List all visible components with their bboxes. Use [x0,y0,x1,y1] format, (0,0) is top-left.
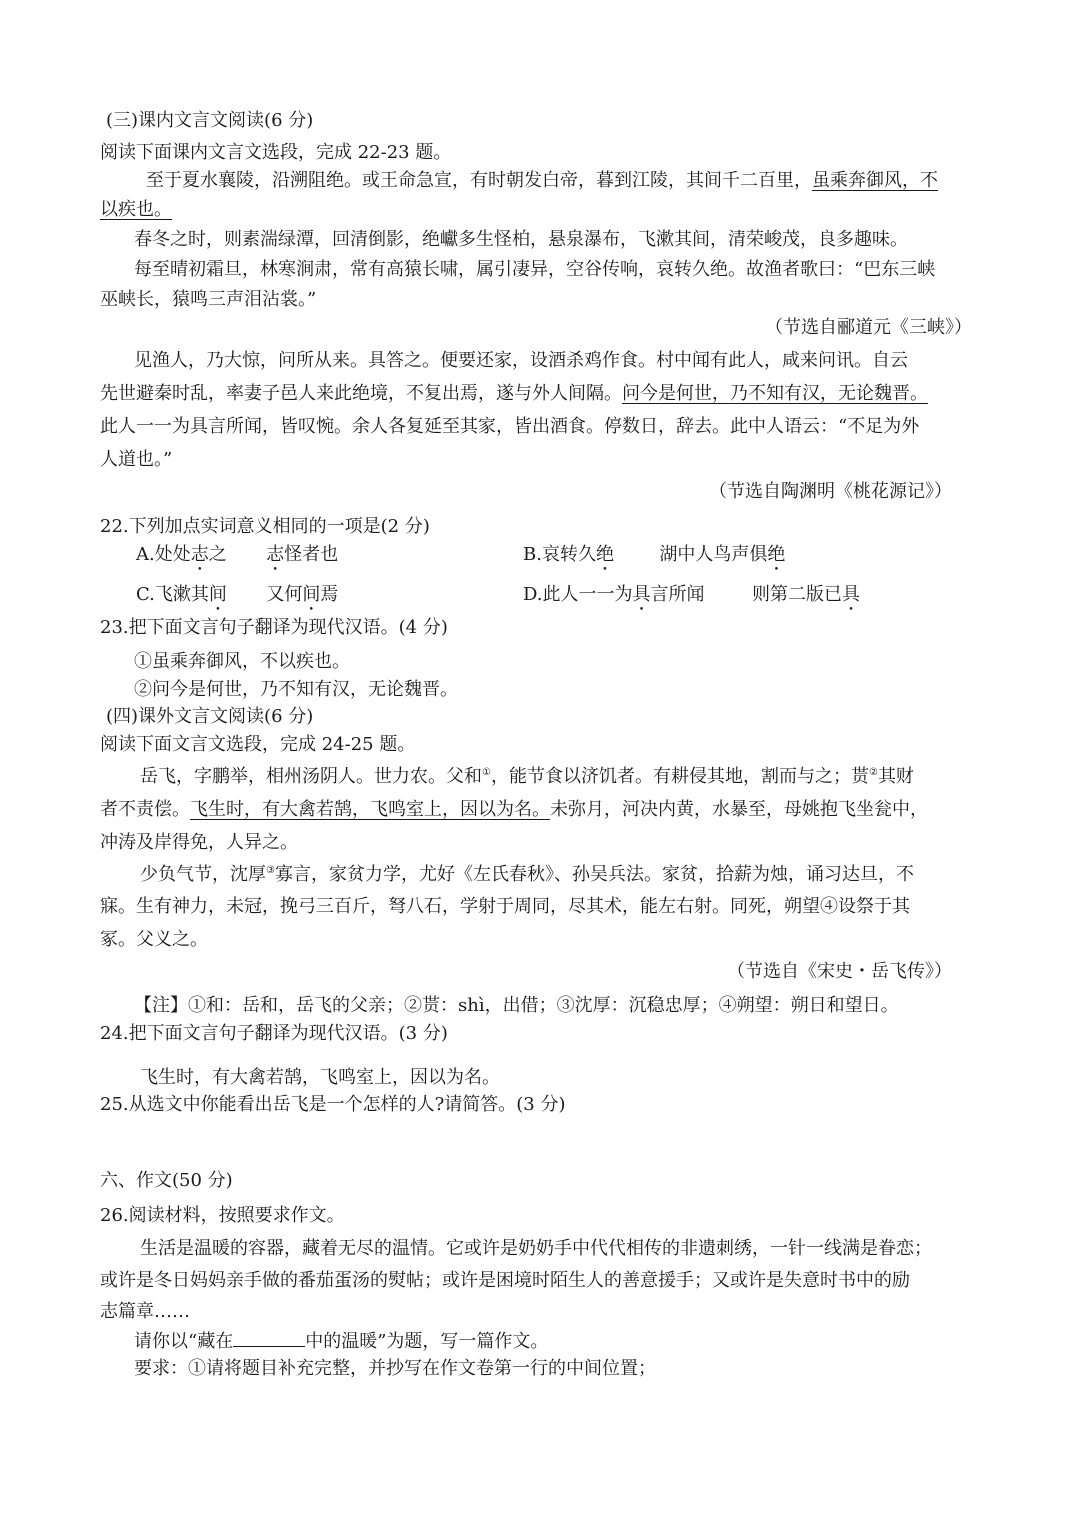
essay-prompt: 请你以“藏在 中的温暖”为题，写一篇作文。 [134,1328,548,1354]
passage-yuefei-p1-line2: 者不责偿。飞生时，有大禽若鹄，飞鸣室上，因以为名。未弥月，河决内黄，水暴至，母姚抱飞坐瓮中， [100,799,928,820]
passage-sanxia-p2: 春冬之时，则素湍绿潭，回清倒影，绝巘多生怪柏，悬泉瀑布，飞漱其间，清荣峻茂，良多趣味。 [134,229,908,250]
passage-text: 先世避秦时乱，率妻子邑人来此绝境，不复出焉，遂与外人间隔。 [100,383,622,404]
material-line3: 志篇章…… [100,1301,190,1322]
q26-stem: 26.阅读材料，按照要求作文。 [100,1205,345,1226]
underlined-sentence: 以疾也。 [100,199,172,220]
q23-sentence-2: ②问今是何世，乃不知有汉，无论魏晋。 [134,679,458,700]
source-yuefei: （节选自《宋史・岳飞传》） [727,961,952,982]
dotted-char: 间 [208,584,227,605]
footnote-marker: ③ [266,865,275,876]
q22-option-c: C.飞漱其间 又何间焉 [136,584,339,605]
q25-stem: 25.从选文中你能看出岳飞是一个怎样的人?请简答。(3 分) [100,1094,566,1115]
passage-yuefei-p2-line1: 少负气节，沈厚③寡言，家贫力学，尤好《左氏春秋》、孙吴兵法。家贫，拾薪为烛，诵习达旦，不 [140,864,914,885]
dotted-char: 具 [841,584,860,605]
passage-taohua-line1: 见渔人，乃大惊，问所从来。具答之。便要还家，设酒杀鸡作食。村中闻有此人，咸来问讯。自云 [134,350,908,371]
title-blank [233,1328,305,1347]
underlined-sentence: 问今是何世，乃不知有汉，无论魏晋。 [622,383,928,404]
passage-yuefei-p1-line3: 冲涛及岸得免，人异之。 [100,832,298,853]
passage-taohua-line4: 人道也。” [100,449,173,470]
passage-taohua-line2 [100,381,928,407]
q24-sentence: 飞生时，有大禽若鹄，飞鸣室上，因以为名。 [140,1067,500,1088]
footnote-marker: ② [868,767,878,778]
passage-sanxia-p3-line2: 巫峡长，猿鸣三声泪沾裳。” [100,289,317,310]
section4-heading: (四)课外文言文阅读(6 分) [106,706,314,727]
passage-sanxia-p1-line1 [146,168,938,194]
q24-stem: 24.把下面文言句子翻译为现代汉语。(3 分) [100,1023,448,1044]
q22-stem: 22.下列加点实词意义相同的一项是(2 分) [100,516,430,537]
annotation-note: 【注】①和：岳和，岳飞的父亲；②贳：shì，出借；③沈厚：沉稳忠厚；④朔望：朔日和望日。 [134,995,899,1016]
q22-option-b: B.哀转久绝 湖中人鸟声俱绝 [523,544,786,565]
material-line1: 生活是温暖的容器，藏着无尽的温情。它或许是奶奶手中代代相传的非遗刺绣，一针一线满是眷恋； [140,1238,932,1259]
underlined-sentence: 虽乘奔御风，不 [812,170,938,191]
passage-text: 至于夏水襄陵，沿溯阻绝。或王命急宣，有时朝发白帝，暮到江陵，其间千二百里， [146,170,812,191]
q23-sentence-1: ①虽乘奔御风，不以疾也。 [134,651,350,672]
q22-option-a: A.处处志之 志怪者也 [136,544,339,565]
section4-instruction: 阅读下面文言文选段，完成 24-25 题。 [100,734,416,755]
source-sanxia: （节选自郦道元《三峡》） [765,317,972,338]
underlined-sentence: 飞生时，有大禽若鹄，飞鸣室上，因以为名。 [190,799,550,820]
passage-taohua-line3: 此人一一为具言所闻，皆叹惋。余人各复延至其家，皆出酒食。停数日，辞去。此中人语云：“不足为外 [100,416,920,437]
dotted-char: 志 [190,544,209,565]
footnote-marker: ① [482,767,491,778]
dotted-char: 间 [302,584,321,605]
q23-stem: 23.把下面文言句子翻译为现代汉语。(4 分) [100,617,448,638]
dotted-char: 绝 [767,544,786,565]
passage-sanxia-p1-line2 [100,197,172,223]
material-line2: 或许是冬日妈妈亲手做的番茄蛋汤的熨帖；或许是困境时陌生人的善意援手；又或许是失意时书中的励 [100,1270,910,1291]
passage-sanxia-p3-line1: 每至晴初霜旦，林寒涧肃，常有高猿长啸，属引凄异，空谷传响，哀转久绝。故渔者歌曰：“巴东三峡 [134,259,936,280]
passage-yuefei-p1-line1: 岳飞，字鹏举，相州汤阴人。世力农。父和①，能节食以济饥者。有耕侵其地，割而与之；贳②其财 [140,766,914,787]
dotted-char: 志 [266,544,285,565]
passage-yuefei-p2-line3: 冢。父义之。 [100,929,208,950]
section3-heading: (三)课内文言文阅读(6 分) [106,110,314,131]
essay-requirement: 要求：①请将题目补充完整，并抄写在作文卷第一行的中间位置； [134,1358,656,1379]
section6-heading: 六、作文(50 分) [100,1170,233,1191]
passage-yuefei-p2-line2: 寐。生有神力，未冠，挽弓三百斤，弩八石，学射于周同，尽其术，能左右射。同死，朔望④设祭于其 [100,896,910,917]
q22-option-d: D.此人一一为具言所闻 则第二版已具 [523,584,860,605]
section3-instruction: 阅读下面课内文言文选段，完成 22-23 题。 [100,142,452,163]
dotted-char: 具 [632,584,651,605]
source-taohua: （节选自陶渊明《桃花源记》） [709,481,952,502]
dotted-char: 绝 [595,544,614,565]
